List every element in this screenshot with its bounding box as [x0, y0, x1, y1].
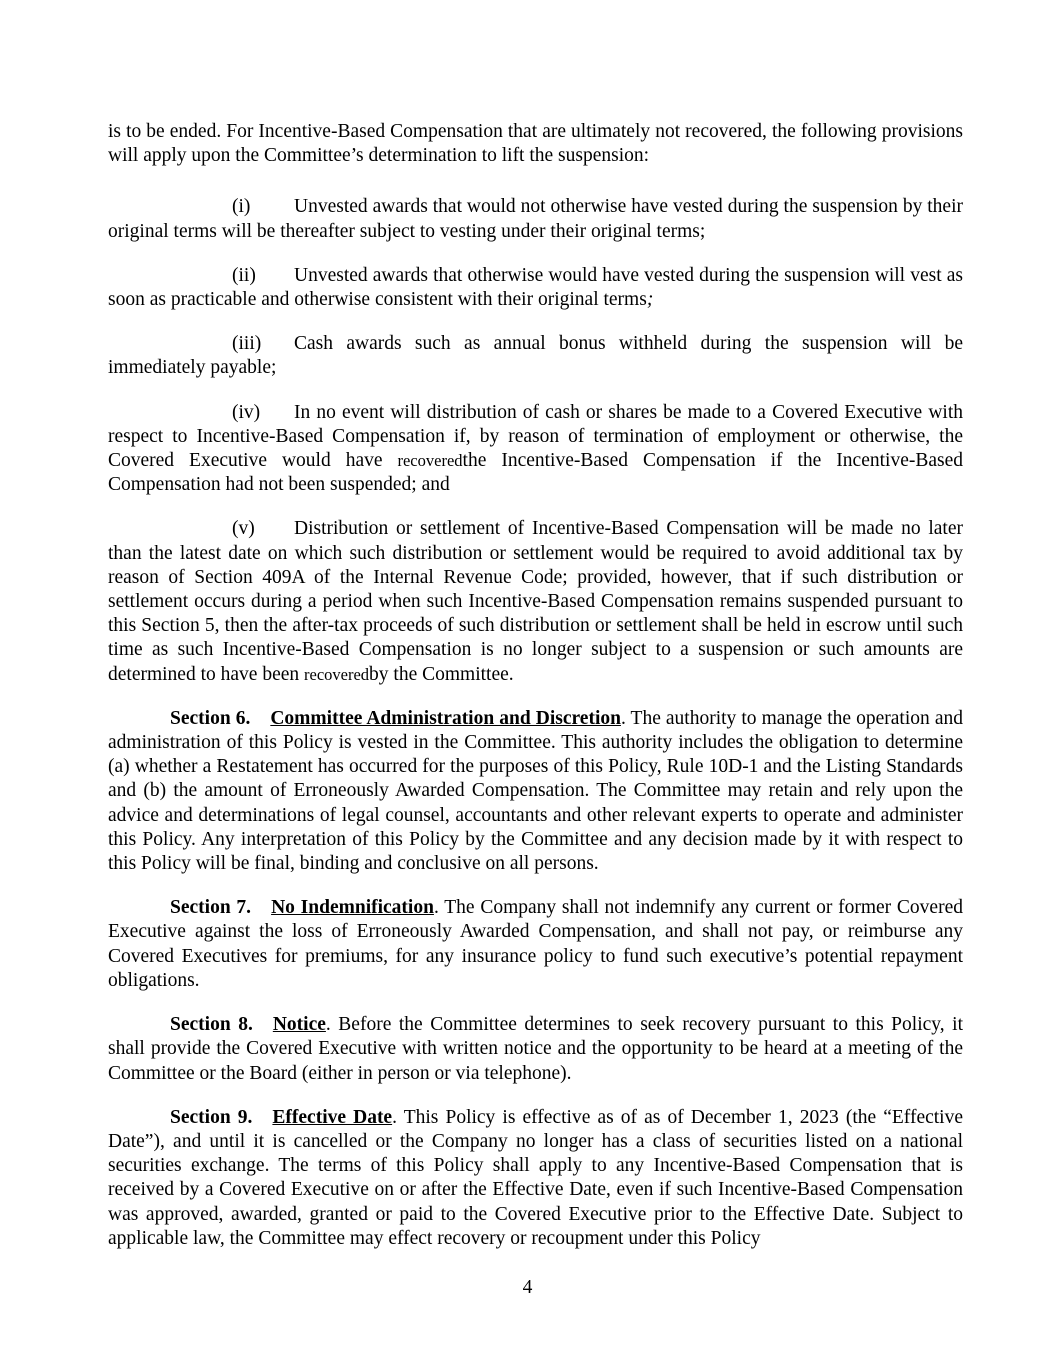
section-8 — [108, 1013, 963, 1086]
text-run: is to be ended. For Incentive-Based Compensation that are ultimately not recovered, the following provisions will apply upon the Committee’s determination to lift the suspension: — [108, 121, 963, 167]
text-run: . Before the Committee determines to seek recovery pursuant to this Policy, it shall provide the Covered Executive with written notice and the opportunity to be heard at a meeting of the Committee or the Board (either in person or via telephone). — [108, 1014, 963, 1084]
section-label: Section 7. — [170, 897, 252, 919]
text-run: . This Policy is effective as of as of December 1, 2023 (the “Effective Date”), and until it is cancelled or the Company no longer has a class of securities listed on a national securities exchange. The terms of this Policy shall apply to any Incentive-Based Compensation that is received by a Covered Executive on or after the Effective Date, even if such Incentive-Based Compensation was approved, awarded, granted or paid to the Covered Executive prior to the Effective Date. Subject to applicable law, the Committee may effect recovery or recoupment under this Policy — [108, 1106, 963, 1249]
section-label: Section 8. — [170, 1014, 253, 1036]
section-label: Section 9. — [170, 1106, 253, 1128]
list-item-v — [108, 517, 963, 686]
page-number: 4 — [522, 1277, 533, 1298]
list-item-iv — [108, 401, 963, 498]
document-body — [108, 120, 963, 1271]
section-heading: Committee Administration and Discretion — [270, 707, 621, 729]
text-run: . The authority to manage the operation and administration of this Policy is vested in the Committee. This authority includes the obligation to determine (a) whether a Restatement has occurred for the purposes of this Policy, Rule 10D-1 and the Listing Standards and (b) the amount of Erroneously Awarded Compensation. The Committee may retain and rely upon the advice and determinations of legal counsel, accountants and other relevant experts to operate and administer this Policy. Any interpretation of this Policy by the Committee and any decision made by it with respect to this Policy will be final, binding and conclusive on all persons. — [108, 707, 963, 875]
text-run: the Incentive-Based Compensation if the Incentive-Based Compensation had not been suspended; and — [108, 450, 963, 496]
paragraph-continuation — [108, 120, 963, 168]
text-run: Distribution or settlement of Incentive-Based Compensation will be made no later than the latest date on which such distribution or settlement would be required to avoid additional tax by reason of Section 409A of the Internal Revenue Code; provided, however, that if such distribution or settlement occurs during a period when such Incentive-Based Compensation remains suspended pursuant to this Section 5, then the after-tax proceeds of such distribution or settlement shall be held in escrow until such time as such Incentive-Based Compensation is no longer subject to a suspension or such amounts are determined to have been — [108, 518, 963, 685]
list-marker: (v) — [232, 518, 255, 540]
text-run: by the Committee. — [369, 663, 514, 685]
text-run: Cash awards such as annual bonus withheld during the suspension will be immediately payable; — [108, 333, 963, 379]
text-run: Unvested awards that would not otherwise have vested during the suspension by their original terms will be thereafter subject to vesting under their original terms; — [108, 196, 963, 242]
list-marker: (ii) — [232, 264, 256, 286]
text-run: . The Company shall not indemnify any current or former Covered Executive against the loss of Erroneously Awarded Compensation, and shall not pay, or reimburse any Covered Executives for premiums, for any insurance policy to fund such executive’s potential repayment obligations. — [108, 897, 963, 991]
list-item-ii — [108, 264, 963, 312]
list-marker: (iv) — [232, 401, 261, 423]
list-item-i — [108, 195, 963, 243]
text-run-small: recovered — [304, 664, 370, 684]
list-marker: (i) — [232, 196, 251, 218]
list-marker: (iii) — [232, 333, 262, 355]
section-label: Section 6. — [170, 707, 251, 729]
section-heading: Effective Date — [272, 1106, 393, 1128]
list-item-iii — [108, 332, 963, 380]
section-heading: No Indemnification — [271, 897, 434, 919]
text-run-small: recovered — [397, 451, 463, 471]
text-run-italic: ; — [646, 289, 654, 311]
text-run: In no event will distribution of cash or shares be made to a Covered Executive with respect to Incentive-Based Compensation if, by reason of termination of employment or otherwise, the Covered Executive would have — [108, 401, 963, 472]
text-run: Unvested awards that otherwise would have vested during the suspension will vest as soon as practicable and otherwise consistent with their original terms — [108, 264, 963, 311]
section-heading: Notice — [272, 1014, 326, 1036]
section-7 — [108, 896, 963, 993]
section-6 — [108, 707, 963, 876]
section-9 — [108, 1106, 963, 1251]
